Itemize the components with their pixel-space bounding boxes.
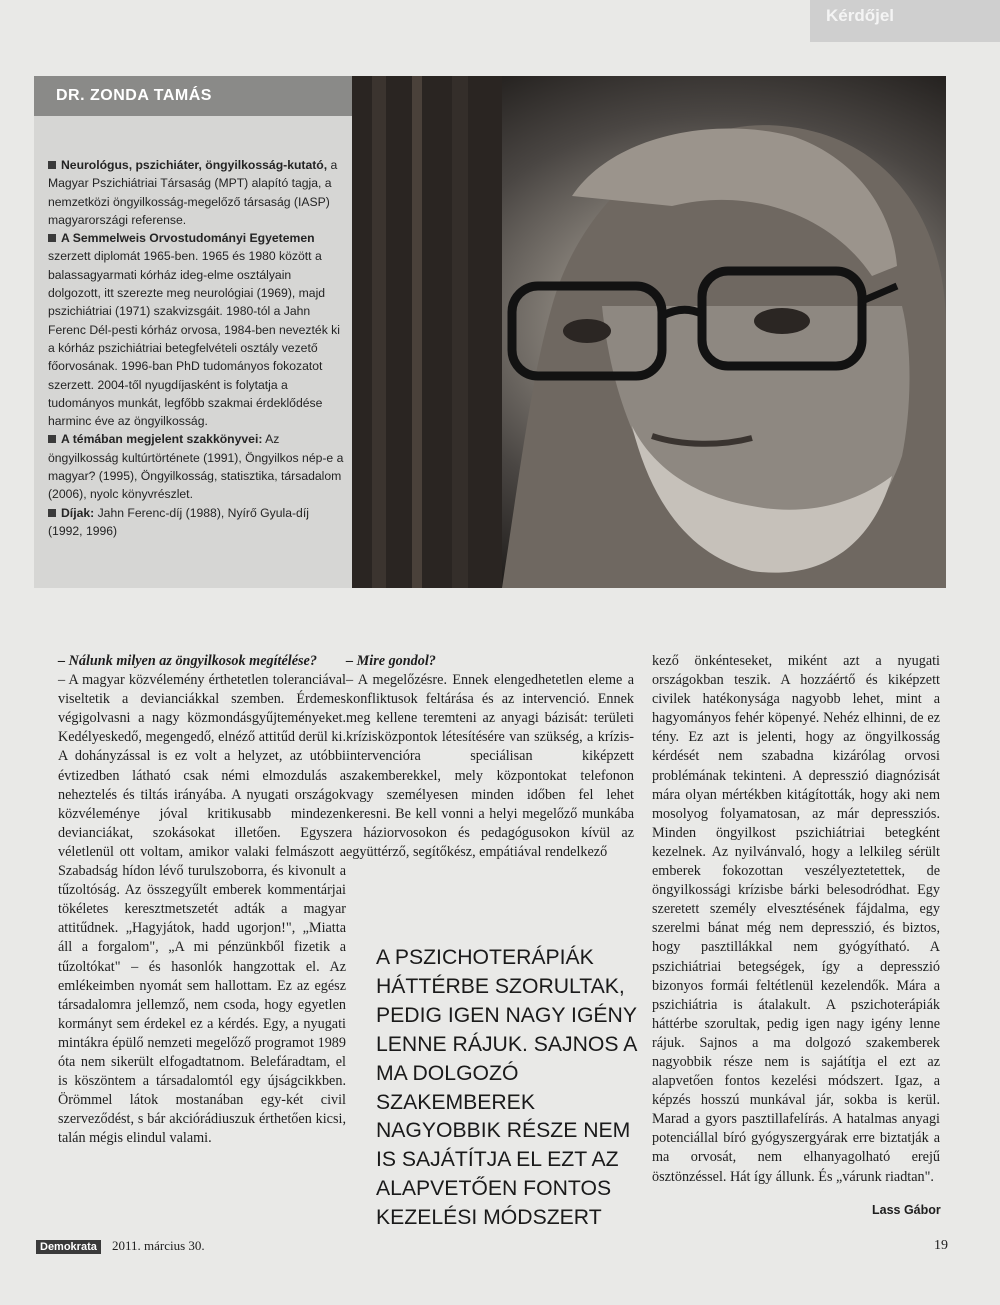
- bio-body: [34, 116, 354, 540]
- magazine-logo: Demokrata: [36, 1240, 101, 1254]
- bullet-icon: [48, 161, 56, 169]
- bio-box: [34, 76, 354, 588]
- portrait-photo: [352, 76, 946, 588]
- bullet-icon: [48, 509, 56, 517]
- section-tab: Kérdőjel: [810, 0, 1000, 42]
- bio-lead: A Semmelweis Orvostudományi Egyetemen: [61, 231, 315, 246]
- interview-question: – Nálunk milyen az öngyilkosok megítélése?: [58, 653, 317, 669]
- bullet-icon: [48, 435, 56, 443]
- bio-text: Az öngyilkosság kultúrtörténete (1991), Öngyilkos nép-e a magyar? (1995), Öngyilkosság, statisztika, társadalom (2006), nyolc könyvrészlet.: [48, 432, 344, 502]
- interview-answer: – A magyar közvélemény érthetetlen toleranciával viseltetik a devianciákkal szemben. Érdemes végigolvasni a nagy közmondásgyűjteményeket. Kedélyeskedő, megengedő, elnéző attitűd derül ki. A dohányzással is ez volt a helyzet, az utóbbi évtizedben látható csak némi elmozdulás a neheztelés és tiltás irányába. A nyugati országok közvéleménye jóval kritikusabb mindezen devianciákat, szokásokat illetően. Egyszer véletlenül ott voltam, amikor valaki felmászott a Szabadság hídon lévő turulszoborra, és kivonult a tűzoltóság. Az összegyűlt emberek kommentárjai tökéletes keresztmetszetét adták a magyar attitűdnek. „Hagyjátok, hadd ugorjon!", „Miatta áll a forgalom", „A mi pénzünkből fizetik a tűzoltókat" – és hasonlók hangzottak el. Az emlékeimben nyomát sem hallottam. Ez az egész társadalomra jellemző, nem csoda, hogy egyetlen kormányt sem érdekel ez a kérdés. Egy, a nyugati mintákra épülő nemzeti megelőző programot 1989 óta nem sikerült elfogadtatnom. Belefáradtam, el is köszöntem a társadalomtól egy újságcikkben. Örömmel látok mostanában egy-két civil szerveződést, s bár akciórádiuszuk érthetően kicsi, talán mégis elindul valami.: [58, 672, 346, 1147]
- article-column-2: [346, 652, 634, 862]
- bio-paragraph: [48, 504, 344, 541]
- bio-title: DR. ZONDA TAMÁS: [34, 76, 354, 116]
- bio-paragraph: [48, 430, 344, 503]
- bio-paragraph: [48, 229, 344, 430]
- bio-paragraph: [48, 156, 344, 229]
- pull-quote: A PSZICHOTERÁPIÁK HÁTTÉRBE SZORULTAK, PEDIG IGEN NAGY IGÉNY LENNE RÁJUK. SAJNOS A MA DOLGOZÓ SZAKEMBEREK NAGYOBBIK RÉSZE NEM IS SAJÁTÍTJA EL EZT AZ ALAPVETŐEN FONTOS KEZELÉSI MÓDSZERT: [356, 940, 656, 1233]
- bio-text: szerzett diplomát 1965-ben. 1965 és 1980 között a balassagyarmati kórház ideg-elme osztályain dolgozott, itt szerezte meg neurológiai (1969), majd pszichiátriai (1971) szakvizsgáit. 1980-tól a Jahn Ferenc Dél-pesti kórház orvosa, 1984-ben nevezték ki a kórház pszichiátriai betegfelvételi osztály vezető főorvosának. 1996-ban PhD tudományos fokozatot szerzett. 2004-től nyugdíjasként is folytatja a tudományos munkát, legfőbb szakmai érdeklődése harminc éve az öngyilkosság.: [48, 249, 340, 429]
- interview-answer: – A megelőzésre. Ennek elengedhetetlen eleme a konfliktusok feltárása és az intervenció. Ennek meg kellene teremteni az anyagi bázisát: területi krízisközpontok létesítésére van szükség, a krízis-intervencióra speciálisan kiképzett szakemberekkel, mely központokat telefonon vagy személyesen minden időben fel lehet keresni. Be kell vonni a helyi megelőző munkába a háziorvosokon és pedagógusokon kívül az együttérző, segítőkész, empátiával rendelkező: [346, 672, 634, 860]
- interview-answer: kező önkénteseket, miként azt a nyugati országokban teszik. A hozzáértő és kiképzett civilek hatékonysága nagyobb lehet, mint a hagyományos fehér köpenyé. Nehéz elhinni, de ez tény. Ez azt is jelenti, hogy az öngyilkosság kérdését nem szabadna kizárólag orvosi problémának tekinteni. A depresszió diagnózisát mára olyan mértékben kitágították, hogy aki nem mosolyog folyamatosan, az már depressziós. Minden öngyilkost pszichiátriai betegként kezelnek. Az nyilvánvaló, hogy a lelkileg sérült emberek fokozottan veszélyeztetettek, de öngyilkossági krízisbe bárki belesodródhat. Egy szeretett személy elvesztésének fájdalma, egy szerelmi bánat még nem depresszió, és biztos, hogy pasztillákkal nem gyógyítható. A pszichiátriai betegségek, így a depresszió bizonyos formái feltétlenül kezelendők. Mára a pszichiátria is átalakult. A pszichoterápiák háttérbe szorultak, pedig igen nagy igény lenne rájuk. Sajnos a ma dolgozó szakemberek nagyobbik része nem is sajátítja el ezt az alapvetően fontos kezelési módszert. Igaz, a képzés hosszú munkával jár, sokba is kerül. Marad a gyors pasztillafelírás. A hatalmas anyagi potenciállal bíró gyógyszergyárak erre biztatják a ma orvosát, nem elhanyagolható erejű ösztönzéssel. Hát így állunk. És „várunk riadtan".: [652, 653, 940, 1185]
- bio-lead: Díjak:: [61, 505, 95, 520]
- portrait-illustration: [352, 76, 946, 588]
- article-column-3: [652, 652, 940, 1187]
- author-byline: Lass Gábor: [872, 1203, 941, 1217]
- bio-lead: Neurológus, pszichiáter, öngyilkosság-kutató,: [61, 158, 328, 172]
- interview-question: – Mire gondol?: [346, 653, 436, 669]
- article-column-1: [58, 652, 346, 1148]
- bio-lead: A témában megjelent szakkönyvei:: [61, 432, 263, 447]
- page-number: 19: [934, 1238, 948, 1253]
- bio-text: Jahn Ferenc-díj (1988), Nyírő Gyula-díj (1992, 1996): [48, 505, 309, 538]
- bio-text: a Magyar Pszichiátriai Társaság (MPT) alapító tagja, a nemzetközi öngyilkosság-megelőző társaság (IASP) magyarországi referense.: [48, 158, 338, 227]
- bullet-icon: [48, 234, 56, 242]
- issue-date: 2011. március 30.: [112, 1238, 205, 1253]
